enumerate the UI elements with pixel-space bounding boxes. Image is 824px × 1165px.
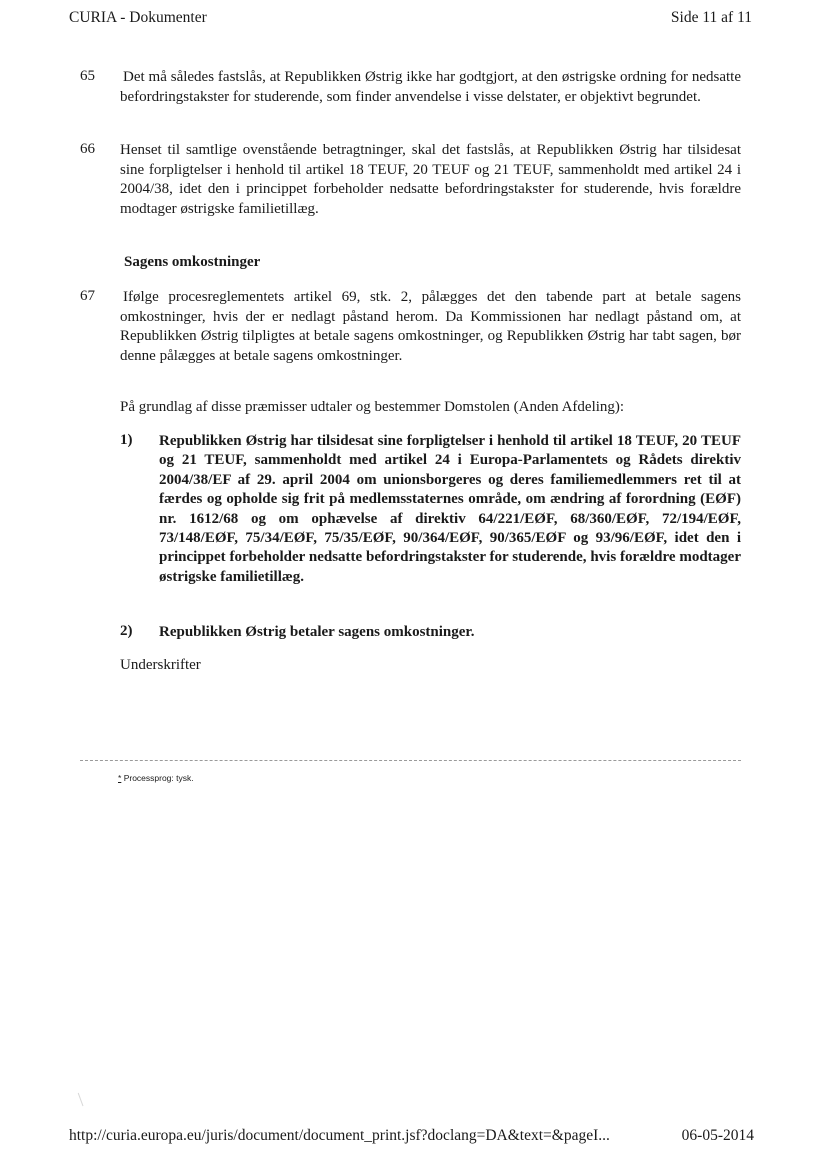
source-url: http://curia.europa.eu/juris/document/document_print.jsf?doclang=DA&text=&pageI... [69, 1127, 610, 1144]
paragraph-number: 67 [80, 288, 95, 304]
paragraph-number: 65 [80, 68, 95, 84]
paragraph-text: Henset til samtlige ovenstående betragtninger, skal det fastslås, at Republikken Østrig har tilsidesat sine forpligtelser i henhold til artikel 18 TEUF, 20 TEUF og 21 TEUF, sammenholdt med artikel 24 i 2004/38, idet den i princippet forbeholder nedsatte befordringstakster for studerende, hvis forældre modtager østrigske familietillæg. [120, 142, 741, 217]
footnote-text: Processprog: tysk. [123, 773, 194, 783]
paragraph-text: Det må således fastslås, at Republikken Østrig ikke har godtgjort, at den østrigske ordning for nedsatte befordringstakster for studerende, som finder anvendelse i visse delstater, er objektivt begrundet. [120, 69, 741, 105]
footnote [118, 773, 194, 783]
scan-mark [78, 1092, 87, 1107]
paragraph-number: 66 [80, 141, 95, 157]
ruling-number: 2) [120, 623, 133, 639]
page-number: Side 11 af 11 [670, 9, 752, 26]
footnote-separator [80, 760, 741, 761]
print-date: 06-05-2014 [681, 1127, 754, 1144]
ruling-text: Republikken Østrig betaler sagens omkostninger. [159, 624, 475, 640]
footnote-mark[interactable]: * [118, 773, 122, 783]
ruling-number: 1) [120, 432, 133, 448]
paragraph-text: Ifølge procesreglementets artikel 69, stk. 2, pålægges det den tabende part at betale sagens omkostninger, hvis der er nedlagt påstand herom. Da Kommissionen har nedlagt påstand om, at Republikken Østrig tilpligtes at betale sagens omkostninger, og Republikken Østrig har tabt sagen, bør denne pålægges at betale sagens omkostninger. [120, 289, 741, 364]
ruling-intro: På grundlag af disse præmisser udtaler og bestemmer Domstolen (Anden Afdeling): [120, 399, 625, 415]
document-title: CURIA - Dokumenter [69, 9, 207, 26]
signature: Underskrifter [120, 657, 201, 673]
costs-heading: Sagens omkostninger [124, 254, 261, 270]
ruling-text: Republikken Østrig har tilsidesat sine forpligtelser i henhold til artikel 18 TEUF, 20 TEUF og 21 TEUF, sammenholdt med artikel 24 i Europa-Parlamentets og Rådets direktiv 2004/38/EF af 29. april 2004 om unionsborgeres og deres familiemedlemmers ret til at færdes og opholde sig frit på medlemsstaternes område, om ændring af forordning (EØF) nr. 1612/68 og om ophævelse af direktiv 64/221/EØF, 68/360/EØF, 72/194/EØF, 73/148/EØF, 75/34/EØF, 75/35/EØF, 90/364/EØF, 90/365/EØF og 93/96/EØF, idet den i princippet forbeholder nedsatte befordringstakster for studerende, hvis forældre modtager østrigske familietillæg. [159, 433, 741, 585]
